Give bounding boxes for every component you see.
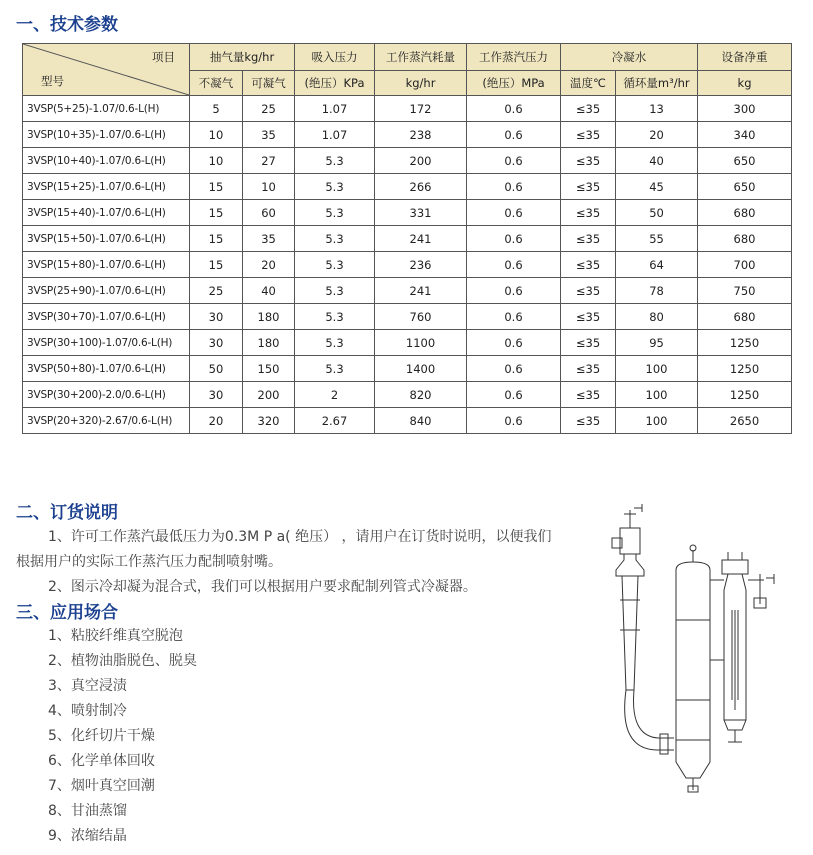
header-steam-unit: kg/hr (375, 71, 467, 96)
value-cell: 30 (190, 382, 243, 408)
value-cell: 0.6 (467, 200, 561, 226)
value-cell: 331 (375, 200, 467, 226)
application-item: 4、喷射制冷 (48, 703, 127, 719)
value-cell: 840 (375, 408, 467, 434)
table-row (23, 252, 792, 278)
value-cell: 172 (375, 96, 467, 122)
value-cell: 0.6 (467, 226, 561, 252)
model-cell: 3VSP(5+25)-1.07/0.6-L(H) (23, 96, 190, 122)
value-cell: 820 (375, 382, 467, 408)
value-cell: 320 (243, 408, 295, 434)
value-cell: ≤35 (561, 174, 616, 200)
value-cell: 5.3 (295, 226, 375, 252)
value-cell: 50 (616, 200, 698, 226)
value-cell: 2 (295, 382, 375, 408)
corner-model-label: 型号 (41, 74, 64, 88)
value-cell: ≤35 (561, 122, 616, 148)
application-item: 9、浓缩结晶 (48, 828, 127, 844)
section-title-order: 二、订货说明 (16, 503, 118, 523)
value-cell: 680 (698, 226, 792, 252)
order-note-2: 2、图示冷却凝为混合式，我们可以根据用户要求配制列管式冷凝器。 (48, 579, 477, 595)
header-cond: 可凝气 (243, 71, 295, 96)
value-cell: 180 (243, 330, 295, 356)
table-row (23, 148, 792, 174)
value-cell: 750 (698, 278, 792, 304)
model-cell: 3VSP(25+90)-1.07/0.6-L(H) (23, 278, 190, 304)
header-steam-pressure: 工作蒸汽压力 (467, 44, 561, 71)
application-item: 5、化纤切片干燥 (48, 728, 155, 744)
value-cell: 100 (616, 408, 698, 434)
value-cell: 15 (190, 252, 243, 278)
value-cell: 1400 (375, 356, 467, 382)
value-cell: 20 (190, 408, 243, 434)
value-cell: 20 (616, 122, 698, 148)
value-cell: 680 (698, 304, 792, 330)
value-cell: 760 (375, 304, 467, 330)
value-cell: 680 (698, 200, 792, 226)
value-cell: 25 (190, 278, 243, 304)
value-cell: 0.6 (467, 96, 561, 122)
value-cell: 30 (190, 304, 243, 330)
value-cell: 10 (243, 174, 295, 200)
value-cell: 150 (243, 356, 295, 382)
value-cell: 27 (243, 148, 295, 174)
model-cell: 3VSP(15+40)-1.07/0.6-L(H) (23, 200, 190, 226)
value-cell: ≤35 (561, 278, 616, 304)
value-cell: ≤35 (561, 382, 616, 408)
model-cell: 3VSP(20+320)-2.67/0.6-L(H) (23, 408, 190, 434)
value-cell: 5.3 (295, 330, 375, 356)
model-cell: 3VSP(30+200)-2.0/0.6-L(H) (23, 382, 190, 408)
value-cell: 200 (375, 148, 467, 174)
ejector-pump-drawing (598, 500, 783, 800)
value-cell: 10 (190, 122, 243, 148)
spec-table (22, 43, 792, 434)
value-cell: 650 (698, 174, 792, 200)
header-weight: 设备净重 (698, 44, 792, 71)
model-cell: 3VSP(15+25)-1.07/0.6-L(H) (23, 174, 190, 200)
value-cell: 238 (375, 122, 467, 148)
value-cell: 50 (190, 356, 243, 382)
header-steam: 工作蒸汽耗量 (375, 44, 467, 71)
table-row (23, 330, 792, 356)
model-cell: 3VSP(10+35)-1.07/0.6-L(H) (23, 122, 190, 148)
table-row (23, 278, 792, 304)
value-cell: 100 (616, 382, 698, 408)
application-item: 8、甘油蒸馏 (48, 803, 127, 819)
value-cell: 80 (616, 304, 698, 330)
value-cell: 1.07 (295, 122, 375, 148)
value-cell: 15 (190, 200, 243, 226)
value-cell: 1250 (698, 382, 792, 408)
value-cell: 40 (616, 148, 698, 174)
value-cell: 1.07 (295, 96, 375, 122)
table-row (23, 96, 792, 122)
value-cell: 241 (375, 226, 467, 252)
header-noncond: 不凝气 (190, 71, 243, 96)
value-cell: 5.3 (295, 278, 375, 304)
value-cell: 200 (243, 382, 295, 408)
header-flow: 循环量m³/hr (616, 71, 698, 96)
value-cell: ≤35 (561, 200, 616, 226)
model-cell: 3VSP(15+50)-1.07/0.6-L(H) (23, 226, 190, 252)
header-cooling: 冷凝水 (561, 44, 698, 71)
value-cell: 2.67 (295, 408, 375, 434)
value-cell: 0.6 (467, 382, 561, 408)
value-cell: 1250 (698, 356, 792, 382)
value-cell: 15 (190, 174, 243, 200)
header-steam-pressure-unit: (绝压）MPa (467, 71, 561, 96)
order-note-1: 1、许可工作蒸汽最低压力为0.3M P a( 绝压） ，请用户在订货时说明，以便我们 (48, 529, 552, 545)
value-cell: ≤35 (561, 252, 616, 278)
application-item: 1、粘胶纤维真空脱泡 (48, 628, 183, 644)
value-cell: 40 (243, 278, 295, 304)
value-cell: ≤35 (561, 148, 616, 174)
value-cell: 35 (243, 226, 295, 252)
value-cell: 64 (616, 252, 698, 278)
value-cell: 95 (616, 330, 698, 356)
value-cell: 0.6 (467, 408, 561, 434)
value-cell: 266 (375, 174, 467, 200)
value-cell: 78 (616, 278, 698, 304)
value-cell: ≤35 (561, 96, 616, 122)
value-cell: 20 (243, 252, 295, 278)
value-cell: 45 (616, 174, 698, 200)
table-row (23, 408, 792, 434)
value-cell: ≤35 (561, 304, 616, 330)
value-cell: 700 (698, 252, 792, 278)
value-cell: ≤35 (561, 226, 616, 252)
value-cell: 35 (243, 122, 295, 148)
model-cell: 3VSP(30+70)-1.07/0.6-L(H) (23, 304, 190, 330)
header-weight-unit: kg (698, 71, 792, 96)
value-cell: 5.3 (295, 304, 375, 330)
value-cell: 5.3 (295, 200, 375, 226)
header-pressure-unit: (绝压）KPa (295, 71, 375, 96)
corner-item-label: 项目 (152, 50, 175, 64)
table-row (23, 174, 792, 200)
order-note-1-cont: 根据用户的实际工作蒸汽压力配制喷射嘴。 (16, 554, 282, 570)
value-cell: 5.3 (295, 356, 375, 382)
value-cell: 30 (190, 330, 243, 356)
model-cell: 3VSP(50+80)-1.07/0.6-L(H) (23, 356, 190, 382)
value-cell: 100 (616, 356, 698, 382)
value-cell: 0.6 (467, 356, 561, 382)
value-cell: 0.6 (467, 304, 561, 330)
value-cell: 2650 (698, 408, 792, 434)
table-row (23, 122, 792, 148)
value-cell: ≤35 (561, 330, 616, 356)
model-cell: 3VSP(30+100)-1.07/0.6-L(H) (23, 330, 190, 356)
application-item: 3、真空浸渍 (48, 678, 127, 694)
value-cell: 180 (243, 304, 295, 330)
value-cell: 300 (698, 96, 792, 122)
value-cell: 236 (375, 252, 467, 278)
table-row (23, 226, 792, 252)
value-cell: 241 (375, 278, 467, 304)
value-cell: 1100 (375, 330, 467, 356)
model-cell: 3VSP(10+40)-1.07/0.6-L(H) (23, 148, 190, 174)
header-temp: 温度℃ (561, 71, 616, 96)
table-corner-cell (23, 44, 190, 96)
value-cell: 15 (190, 226, 243, 252)
value-cell: 0.6 (467, 278, 561, 304)
value-cell: 13 (616, 96, 698, 122)
application-item: 2、植物油脂脱色、脱臭 (48, 653, 197, 669)
value-cell: 5 (190, 96, 243, 122)
section-title-apply: 三、应用场合 (16, 603, 118, 623)
table-row (23, 382, 792, 408)
header-pressure: 吸入压力 (295, 44, 375, 71)
value-cell: 0.6 (467, 330, 561, 356)
value-cell: 60 (243, 200, 295, 226)
model-cell: 3VSP(15+80)-1.07/0.6-L(H) (23, 252, 190, 278)
value-cell: 0.6 (467, 122, 561, 148)
value-cell: 10 (190, 148, 243, 174)
value-cell: 5.3 (295, 252, 375, 278)
value-cell: ≤35 (561, 356, 616, 382)
table-row (23, 200, 792, 226)
table-row (23, 304, 792, 330)
value-cell: 25 (243, 96, 295, 122)
value-cell: 5.3 (295, 148, 375, 174)
value-cell: 0.6 (467, 252, 561, 278)
value-cell: 340 (698, 122, 792, 148)
value-cell: 5.3 (295, 174, 375, 200)
value-cell: 0.6 (467, 174, 561, 200)
table-row (23, 356, 792, 382)
application-item: 6、化学单体回收 (48, 753, 155, 769)
value-cell: 650 (698, 148, 792, 174)
value-cell: 1250 (698, 330, 792, 356)
value-cell: 0.6 (467, 148, 561, 174)
value-cell: ≤35 (561, 408, 616, 434)
value-cell: 55 (616, 226, 698, 252)
header-suction: 抽气量kg/hr (190, 44, 295, 71)
application-item: 7、烟叶真空回潮 (48, 778, 155, 794)
section-title-tech: 一、技术参数 (16, 15, 118, 35)
